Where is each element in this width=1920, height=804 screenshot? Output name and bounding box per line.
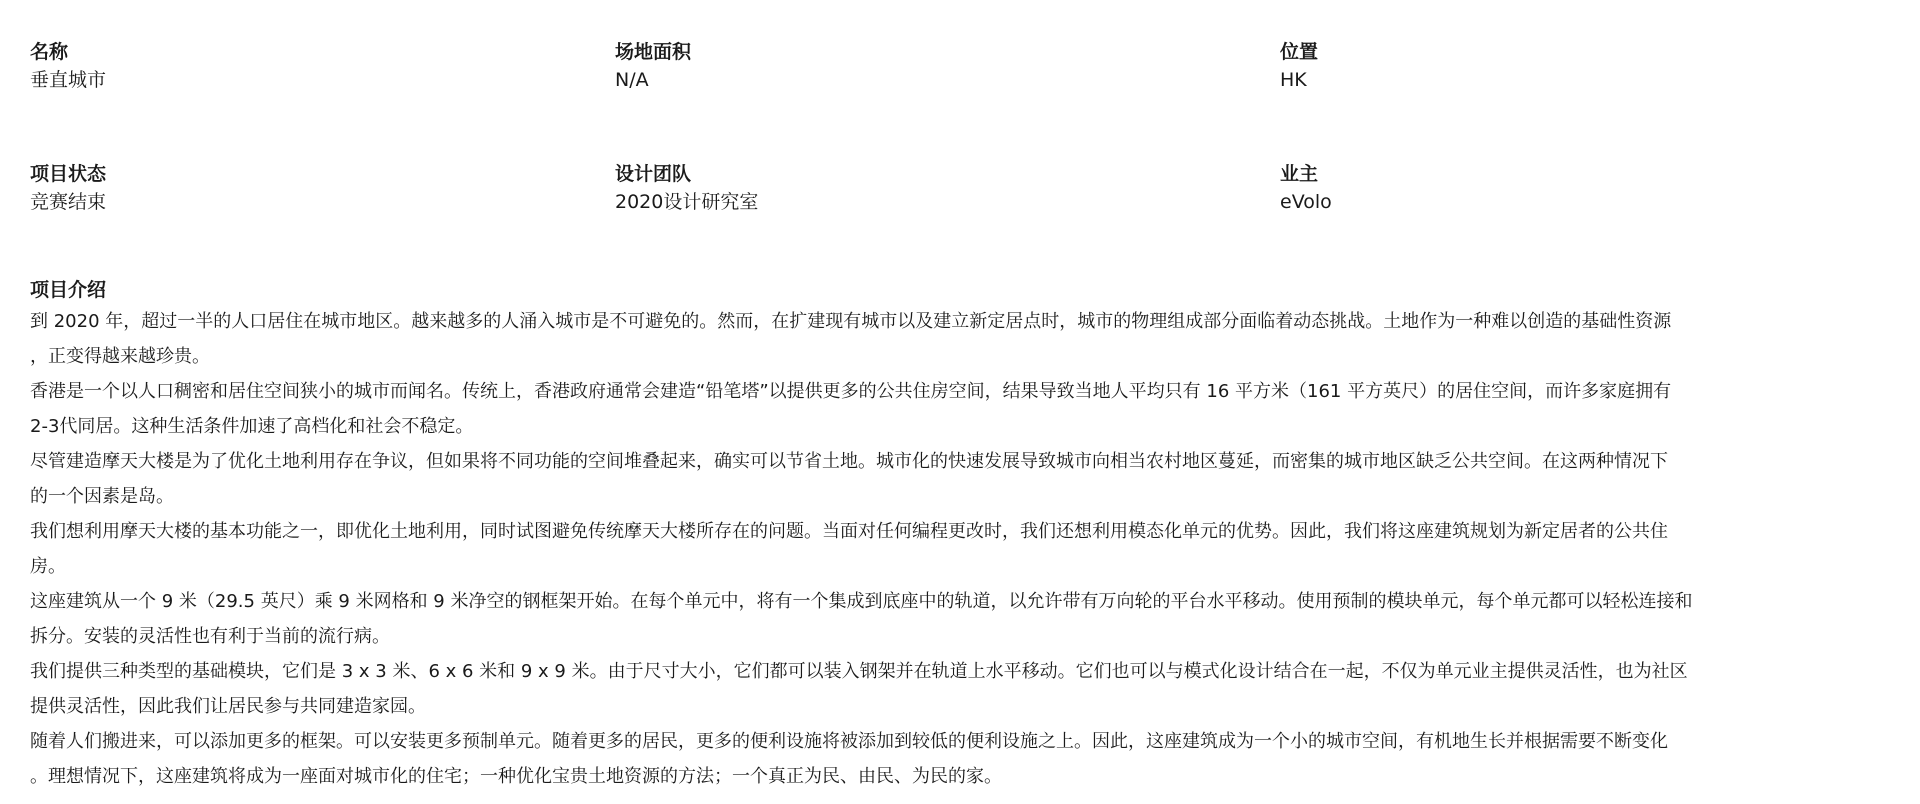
paragraph-line: 香港是一个以人口稠密和居住空间狭小的城市而闻名。传统上，香港政府通常会建造“铅笔塔”以提供更多的公共住房空间，结果导致当地人平均只有 16 平方米（161 平方英尺）的居住空间，而许多家庭拥有 (30, 381, 1672, 402)
location-value: HK (1280, 69, 1307, 91)
location-label: 位置 (1280, 41, 1319, 63)
paragraph-line: 提供灵活性，因此我们让居民参与共同建造家园。 (30, 696, 426, 717)
paragraph-line: 2-3代同居。这种生活条件加速了高档化和社会不稳定。 (30, 416, 474, 437)
paragraph-line: 到 2020 年，超过一半的人口居住在城市地区。越来越多的人涌入城市是不可避免的。然而，在扩建现有城市以及建立新定居点时，城市的物理组成部分面临着动态挑战。土地作为一种难以创造的基础性资源 (30, 311, 1672, 332)
paragraph-line: ，正变得越来越珍贵。 (30, 346, 210, 367)
location-field (1280, 38, 1840, 160)
paragraph-line: 这座建筑从一个 9 米（29.5 英尺）乘 9 米网格和 9 米净空的钢框架开始。在每个单元中，将有一个集成到底座中的轨道，以允许带有万向轮的平台水平移动。使用预制的模块单元，每个单元都可以轻松连接和 (30, 591, 1693, 612)
owner-field (1280, 160, 1840, 282)
intro-paragraph (30, 374, 1890, 444)
paragraph-line: 随着人们搬进来，可以添加更多的框架。可以安装更多预制单元。随着更多的居民，更多的便利设施将被添加到较低的便利设施之上。因此，这座建筑成为一个小的城市空间，有机地生长并根据需要不断变化 (30, 731, 1668, 752)
paragraph-line: 的一个因素是岛。 (30, 486, 174, 507)
name-label: 名称 (30, 41, 69, 63)
name-field (30, 38, 615, 160)
intro-paragraph (30, 584, 1890, 654)
area-label: 场地面积 (615, 41, 692, 63)
intro-paragraph (30, 654, 1890, 724)
name-value: 垂直城市 (30, 69, 107, 91)
intro-paragraph (30, 444, 1890, 514)
team-field (615, 160, 1280, 282)
paragraph-line: 房。 (30, 556, 66, 577)
project-info-grid (30, 0, 1890, 282)
owner-value: eVolo (1280, 191, 1332, 213)
paragraph-line: 我们提供三种类型的基础模块，它们是 3 x 3 米、6 x 6 米和 9 x 9 米。由于尺寸大小，它们都可以装入钢架并在轨道上水平移动。它们也可以与模式化设计结合在一起，不仅为单元业主提供灵活性，也为社区 (30, 661, 1688, 682)
status-field (30, 160, 615, 282)
owner-label: 业主 (1280, 163, 1319, 185)
intro-paragraph (30, 724, 1890, 794)
status-value: 竞赛结束 (30, 191, 107, 213)
paragraph-line: 尽管建造摩天大楼是为了优化土地利用存在争议，但如果将不同功能的空间堆叠起来，确实可以节省土地。城市化的快速发展导致城市向相当农村地区蔓延，而密集的城市地区缺乏公共空间。在这两种情况下 (30, 451, 1668, 472)
status-label: 项目状态 (30, 163, 107, 185)
paragraph-line: 我们想利用摩天大楼的基本功能之一，即优化土地利用，同时试图避免传统摩天大楼所存在的问题。当面对任何编程更改时，我们还想利用模态化单元的优势。因此，我们将这座建筑规划为新定居者的公共住 (30, 521, 1668, 542)
intro-title: 项目介绍 (30, 279, 107, 301)
area-value: N/A (615, 69, 649, 91)
intro-paragraph (30, 514, 1890, 584)
intro-paragraph (30, 304, 1890, 374)
team-value: 2020设计研究室 (615, 191, 759, 213)
area-field (615, 38, 1280, 160)
project-intro (30, 276, 1890, 794)
paragraph-line: 。理想情况下，这座建筑将成为一座面对城市化的住宅；一种优化宝贵土地资源的方法；一个真正为民、由民、为民的家。 (30, 766, 1002, 787)
team-label: 设计团队 (615, 163, 692, 185)
paragraph-line: 拆分。安装的灵活性也有利于当前的流行病。 (30, 626, 390, 647)
